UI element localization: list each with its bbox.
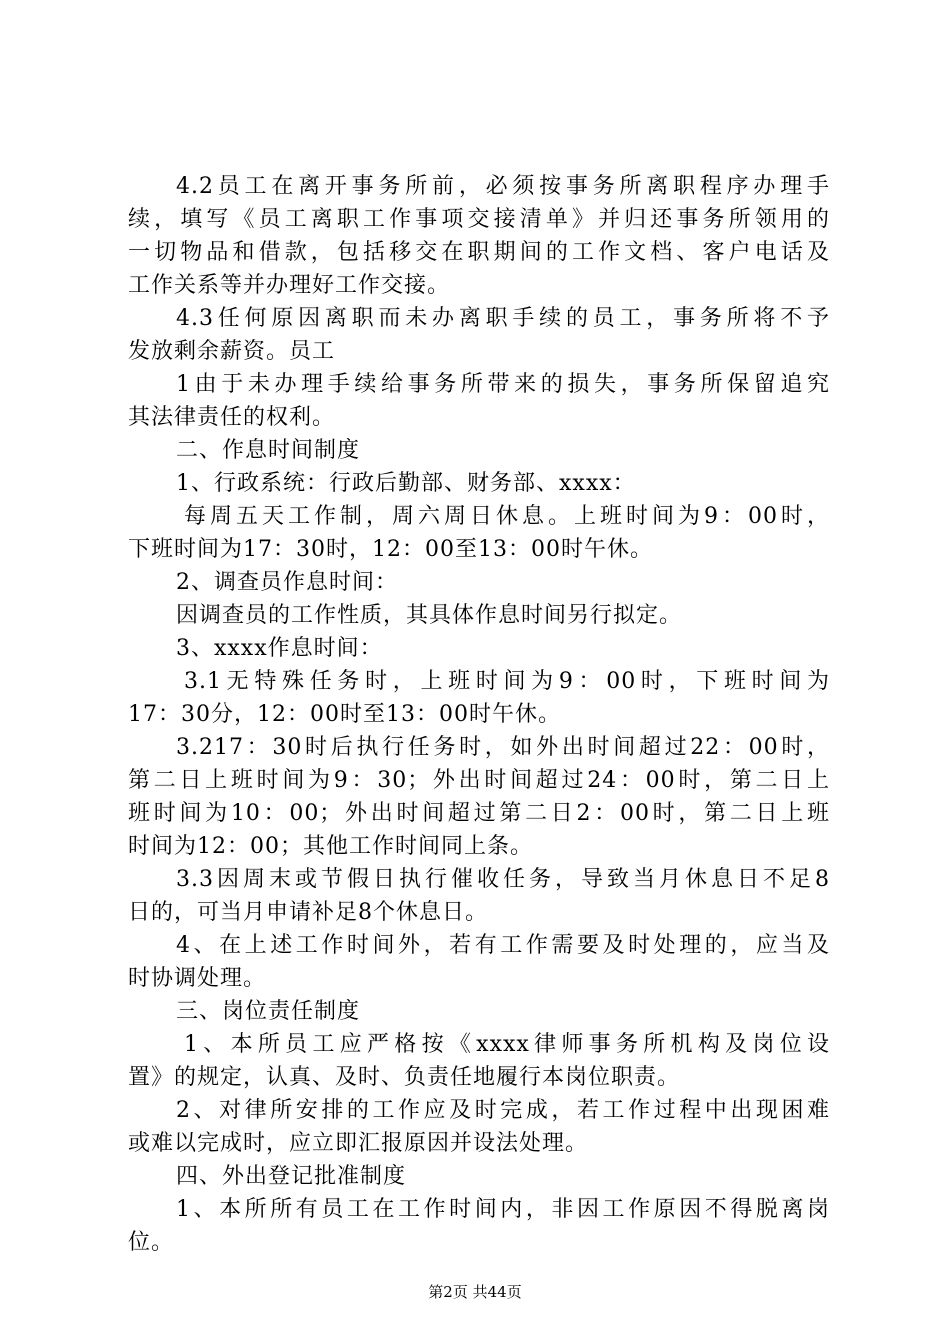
text-line: 3、xxxx作息时间： [176, 636, 383, 661]
text-line: 时协调处理。 [128, 966, 267, 991]
text-line: 每周五天工作制，周六周日休息。上班时间为9：00时， [184, 504, 830, 529]
section-heading: 二、作息时间制度 [176, 438, 361, 463]
text-line: 下班时间为17：30时，12：00至13：00时午休。 [128, 537, 653, 562]
text-line: 或难以完成时，应立即汇报原因并设法处理。 [128, 1131, 589, 1156]
text-line: 位。 [128, 1230, 175, 1255]
text-line: 其法律责任的权利。 [128, 405, 336, 430]
text-line: 17：30分，12：00时至13：00时午休。 [128, 702, 561, 727]
section-heading: 三、岗位责任制度 [176, 999, 361, 1024]
text-line: 1、本所所有员工在工作时间内，非因工作原因不得脱离岗 [176, 1197, 830, 1222]
text-line: 1由于未办理手续给事务所带来的损失，事务所保留追究 [176, 372, 830, 397]
text-line: 4.2员工在离开事务所前，必须按事务所离职程序办理手 [176, 174, 830, 199]
page-footer: 第2页 共44页 [428, 1283, 522, 1301]
text-line: 3.217：30时后执行任务时，如外出时间超过22：00时， [176, 735, 830, 760]
text-line: 日的，可当月申请补足8个休息日。 [128, 900, 488, 925]
text-line: 工作关系等并办理好工作交接。 [128, 273, 451, 298]
section-heading: 四、外出登记批准制度 [176, 1164, 407, 1189]
text-line: 3.1无特殊任务时，上班时间为9：00时，下班时间为 [184, 669, 830, 694]
text-line: 4、在上述工作时间外，若有工作需要及时处理的，应当及 [176, 933, 830, 958]
text-line: 因调查员的工作性质，其具体作息时间另行拟定。 [176, 603, 683, 628]
text-line: 3.3因周末或节假日执行催收任务，导致当月休息日不足8 [176, 867, 830, 892]
text-line: 1、本所员工应严格按《xxxx律师事务所机构及岗位设 [184, 1032, 830, 1057]
text-line: 一切物品和借款，包括移交在职期间的工作文档、客户电话及 [128, 240, 830, 265]
text-line: 4.3任何原因离职而未办离职手续的员工，事务所将不予 [176, 306, 830, 331]
text-line: 班时间为10：00；外出时间超过第二日2：00时，第二日上班 [128, 801, 830, 826]
text-line: 2、调查员作息时间： [176, 570, 398, 595]
text-line: 发放剩余薪资。员工 [128, 339, 336, 364]
text-line: 1、行政系统：行政后勤部、财务部、xxxx： [176, 471, 636, 496]
text-line: 第二日上班时间为9：30；外出时间超过24：00时，第二日上 [128, 768, 830, 793]
text-line: 置》的规定，认真、及时、负责任地履行本岗位职责。 [128, 1065, 681, 1090]
text-line: 续，填写《员工离职工作事项交接清单》并归还事务所领用的 [128, 207, 830, 232]
text-line: 2、对律所安排的工作应及时完成，若工作过程中出现困难 [176, 1098, 830, 1123]
text-line: 时间为12：00；其他工作时间同上条。 [128, 834, 533, 859]
